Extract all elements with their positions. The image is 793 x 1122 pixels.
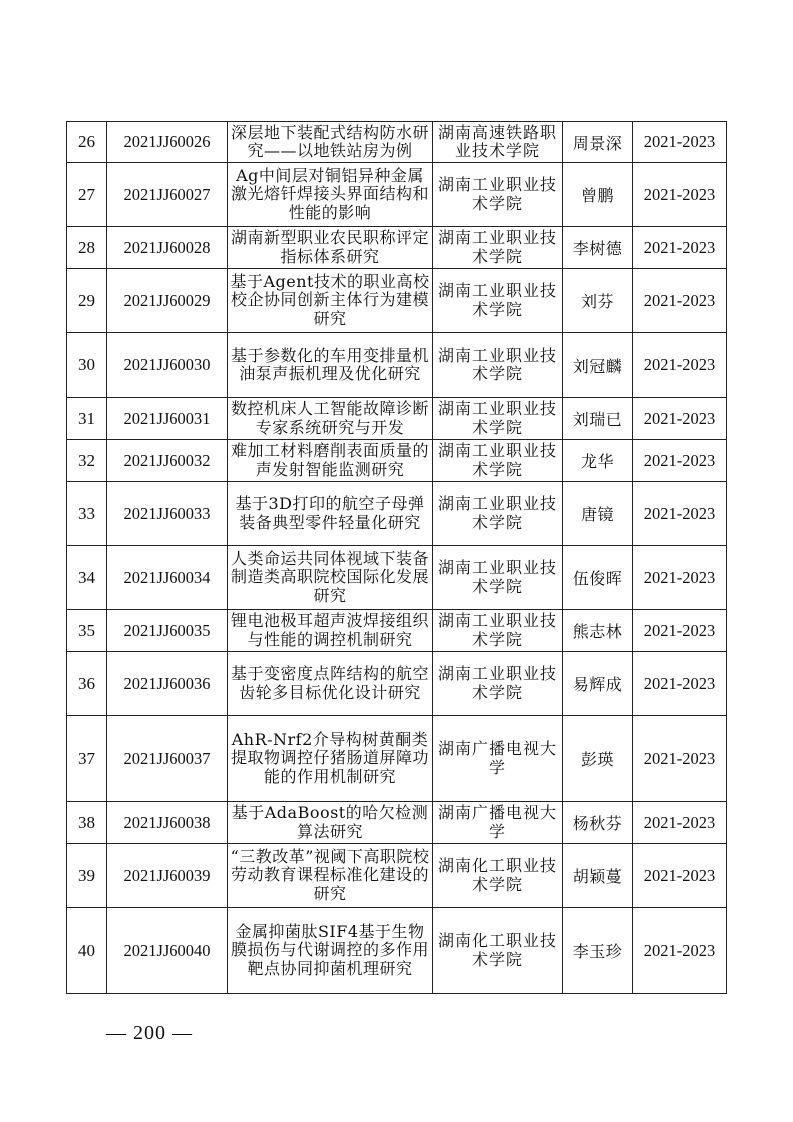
principal-investigator: 刘芬 [563, 269, 633, 333]
row-number: 30 [67, 333, 107, 398]
project-id: 2021JJ60039 [107, 844, 228, 908]
project-period: 2021-2023 [633, 122, 727, 163]
institution: 湖南广播电视大学 [433, 802, 563, 844]
table-row [67, 716, 727, 802]
principal-investigator: 熊志林 [563, 610, 633, 652]
table-row [67, 610, 727, 652]
table-row [67, 398, 727, 440]
row-number: 37 [67, 716, 107, 802]
project-table [66, 121, 727, 994]
principal-investigator: 刘瑞已 [563, 398, 633, 440]
table-body [67, 122, 727, 994]
project-title: 人类命运共同体视域下装备制造类高职院校国际化发展研究 [228, 546, 433, 610]
project-title: 难加工材料磨削表面质量的声发射智能监测研究 [228, 440, 433, 482]
principal-investigator: 周景深 [563, 122, 633, 163]
project-title: AhR-Nrf2介导构树黄酮类提取物调控仔猪肠道屏障功能的作用机制研究 [228, 716, 433, 802]
institution: 湖南高速铁路职业技术学院 [433, 122, 563, 163]
table-row [67, 440, 727, 482]
project-period: 2021-2023 [633, 333, 727, 398]
project-title: 基于AdaBoost的哈欠检测算法研究 [228, 802, 433, 844]
project-id: 2021JJ60036 [107, 652, 228, 716]
institution: 湖南工业职业技术学院 [433, 163, 563, 227]
project-period: 2021-2023 [633, 440, 727, 482]
table-row [67, 482, 727, 546]
project-id: 2021JJ60030 [107, 333, 228, 398]
project-id: 2021JJ60038 [107, 802, 228, 844]
project-id: 2021JJ60034 [107, 546, 228, 610]
institution: 湖南工业职业技术学院 [433, 652, 563, 716]
row-number: 39 [67, 844, 107, 908]
project-period: 2021-2023 [633, 652, 727, 716]
table-row [67, 269, 727, 333]
row-number: 38 [67, 802, 107, 844]
institution: 湖南化工职业技术学院 [433, 844, 563, 908]
row-number: 36 [67, 652, 107, 716]
row-number: 29 [67, 269, 107, 333]
principal-investigator: 杨秋芬 [563, 802, 633, 844]
institution: 湖南工业职业技术学院 [433, 333, 563, 398]
project-id: 2021JJ60033 [107, 482, 228, 546]
row-number: 33 [67, 482, 107, 546]
principal-investigator: 刘冠麟 [563, 333, 633, 398]
table-row [67, 908, 727, 994]
project-id: 2021JJ60037 [107, 716, 228, 802]
project-title: 金属抑菌肽SIF4基于生物膜损伤与代谢调控的多作用靶点协同抑菌机理研究 [228, 908, 433, 994]
project-title: 数控机床人工智能故障诊断专家系统研究与开发 [228, 398, 433, 440]
institution: 湖南工业职业技术学院 [433, 440, 563, 482]
institution: 湖南化工职业技术学院 [433, 908, 563, 994]
project-period: 2021-2023 [633, 610, 727, 652]
project-id: 2021JJ60040 [107, 908, 228, 994]
project-period: 2021-2023 [633, 163, 727, 227]
project-title: 湖南新型职业农民职称评定指标体系研究 [228, 227, 433, 269]
project-id: 2021JJ60032 [107, 440, 228, 482]
row-number: 31 [67, 398, 107, 440]
institution: 湖南工业职业技术学院 [433, 269, 563, 333]
row-number: 26 [67, 122, 107, 163]
principal-investigator: 伍俊晖 [563, 546, 633, 610]
institution: 湖南工业职业技术学院 [433, 482, 563, 546]
project-id: 2021JJ60027 [107, 163, 228, 227]
project-title: 基于变密度点阵结构的航空齿轮多目标优化设计研究 [228, 652, 433, 716]
project-period: 2021-2023 [633, 844, 727, 908]
project-title: 锂电池极耳超声波焊接组织与性能的调控机制研究 [228, 610, 433, 652]
principal-investigator: 龙华 [563, 440, 633, 482]
project-period: 2021-2023 [633, 227, 727, 269]
project-title: 深层地下装配式结构防水研究——以地铁站房为例 [228, 122, 433, 163]
table-row [67, 163, 727, 227]
row-number: 28 [67, 227, 107, 269]
institution: 湖南工业职业技术学院 [433, 546, 563, 610]
institution: 湖南工业职业技术学院 [433, 398, 563, 440]
principal-investigator: 胡颖蔓 [563, 844, 633, 908]
principal-investigator: 曾鹏 [563, 163, 633, 227]
project-title: 基于Agent技术的职业高校校企协同创新主体行为建模研究 [228, 269, 433, 333]
row-number: 40 [67, 908, 107, 994]
project-period: 2021-2023 [633, 802, 727, 844]
table-row [67, 227, 727, 269]
project-period: 2021-2023 [633, 398, 727, 440]
row-number: 34 [67, 546, 107, 610]
table-row [67, 652, 727, 716]
project-id: 2021JJ60031 [107, 398, 228, 440]
project-title: 基于3D打印的航空子母弹装备典型零件轻量化研究 [228, 482, 433, 546]
principal-investigator: 李玉珍 [563, 908, 633, 994]
project-title: “三教改革”视阈下高职院校劳动教育课程标准化建设的研究 [228, 844, 433, 908]
project-title: Ag中间层对铜铝异种金属激光熔钎焊接头界面结构和性能的影响 [228, 163, 433, 227]
project-id: 2021JJ60026 [107, 122, 228, 163]
row-number: 32 [67, 440, 107, 482]
table-row [67, 802, 727, 844]
project-id: 2021JJ60028 [107, 227, 228, 269]
project-period: 2021-2023 [633, 482, 727, 546]
project-id: 2021JJ60029 [107, 269, 228, 333]
project-period: 2021-2023 [633, 269, 727, 333]
table-row [67, 333, 727, 398]
table-row [67, 546, 727, 610]
principal-investigator: 李树德 [563, 227, 633, 269]
institution: 湖南工业职业技术学院 [433, 610, 563, 652]
table-row [67, 844, 727, 908]
project-id: 2021JJ60035 [107, 610, 228, 652]
project-title: 基于参数化的车用变排量机油泵声振机理及优化研究 [228, 333, 433, 398]
page-number: — 200 — [106, 1022, 193, 1044]
table-row [67, 122, 727, 163]
project-period: 2021-2023 [633, 546, 727, 610]
principal-investigator: 彭瑛 [563, 716, 633, 802]
row-number: 35 [67, 610, 107, 652]
institution: 湖南广播电视大学 [433, 716, 563, 802]
project-period: 2021-2023 [633, 908, 727, 994]
row-number: 27 [67, 163, 107, 227]
principal-investigator: 唐镜 [563, 482, 633, 546]
institution: 湖南工业职业技术学院 [433, 227, 563, 269]
principal-investigator: 易辉成 [563, 652, 633, 716]
project-period: 2021-2023 [633, 716, 727, 802]
